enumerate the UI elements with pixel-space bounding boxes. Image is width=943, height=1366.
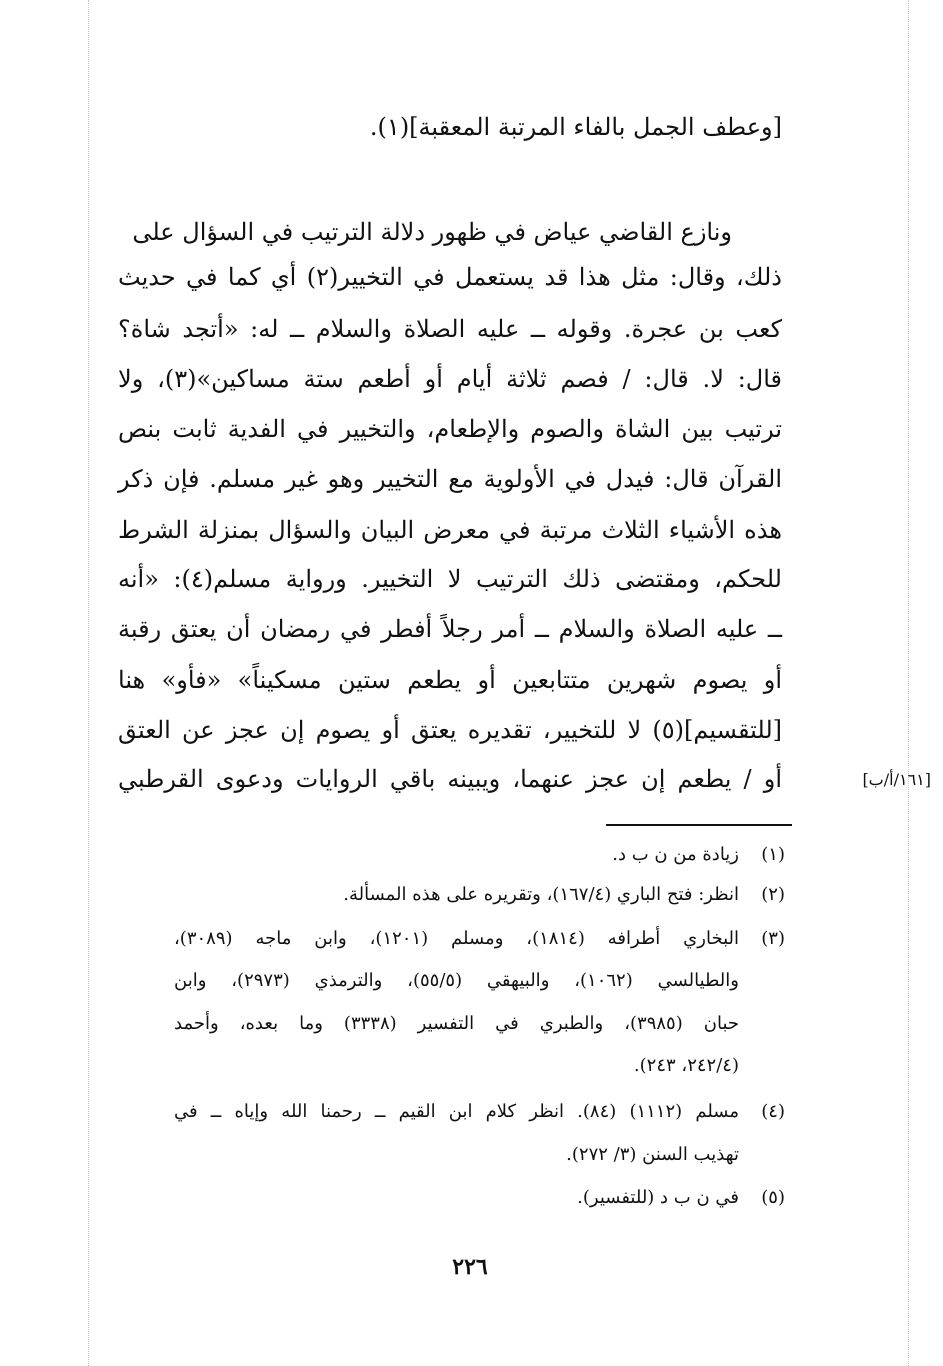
footnote-3-line-3: حبان (٣٩٨٥)، والطبري في التفسير (٣٣٣٨) وما بعده، وأحمد (174, 1013, 740, 1034)
footnote-2 (343, 884, 785, 906)
scan-right-dotted-guide (908, 0, 909, 1366)
footnote-number: (٤) (761, 1101, 785, 1122)
footnote-text: في ن ب د (للتفسير). (577, 1187, 739, 1208)
main-text-line-9: ــ عليه الصلاة والسلام ــ أمر رجلاً أفطر في رمضان أن يعتق رقبة (118, 615, 782, 643)
main-text-line-8: للحكم، ومقتضى ذلك الترتيب لا التخيير. ورواية مسلم(٤): «أنه (118, 565, 782, 593)
margin-manuscript-reference: [١٦١/أ/ب] (862, 770, 931, 789)
main-text-line-12: أو / يطعم إن عجز عنهما، ويبينه باقي الروايات ودعوى القرطبي (118, 765, 782, 793)
main-text-line-6: القرآن قال: فيدل في الأولوية مع التخيير وهو غير مسلم. فإن ذكر (118, 465, 782, 493)
footnote-1 (612, 844, 785, 866)
footnote-text: زيادة من ن ب د. (612, 844, 739, 865)
footnote-separator (606, 824, 792, 826)
main-text-line-3: كعب بن عجرة. وقوله ــ عليه الصلاة والسلام ــ له: «أتجد شاة؟ (118, 315, 782, 343)
footnote-number: (٣) (761, 928, 785, 949)
main-text-line-1: ونازع القاضي عياض في ظهور دلالة الترتيب في السؤال على (132, 218, 732, 246)
footnote-number: (٢) (761, 884, 785, 905)
footnote-4-line-2: تهذيب السنن (٣/ ٢٧٢). (566, 1144, 739, 1165)
footnote-3 (174, 928, 785, 950)
heading-line: [وعطف الجمل بالفاء المرتبة المعقبة](١). (369, 113, 782, 141)
scan-left-dotted-guide (88, 0, 89, 1366)
page-number: ٢٢٦ (452, 1254, 488, 1280)
main-text-line-10: أو يصوم شهرين متتابعين أو يطعم ستين مسكيناً» «فأو» هنا (118, 666, 782, 694)
footnote-3-line-2: والطيالسي (١٠٦٢)، والبيهقي (٥٥/٥)، والترمذي (٢٩٧٣)، وابن (174, 970, 739, 991)
footnote-text: انظر: فتح الباري (١٦٧/٤)، وتقريره على هذه المسألة. (343, 884, 739, 905)
footnote-number: (٥) (761, 1187, 785, 1208)
main-text-line-2: ذلك، وقال: مثل هذا قد يستعمل في التخيير(٢) أي كما في حديث (118, 263, 782, 291)
footnote-3-line-4: (٢٤٢/٤، ٢٤٣). (633, 1055, 739, 1076)
footnote-text: مسلم (١١١٢) (٨٤). انظر كلام ابن القيم ــ رحمنا الله وإياه ــ في (174, 1101, 739, 1122)
main-text-line-7: هذه الأشياء الثلاث مرتبة في معرض البيان والسؤال بمنزلة الشرط (118, 516, 782, 544)
main-text-line-11: [للتقسيم](٥) لا للتخيير، تقديره يعتق أو يصوم إن عجز عن العتق (118, 716, 782, 744)
footnote-4 (174, 1101, 785, 1123)
main-text-line-5: ترتيب بين الشاة والصوم والإطعام، والتخيير في الفدية ثابت بنص (118, 415, 782, 443)
main-text-line-4: قال: لا. قال: / فصم ثلاثة أيام أو أطعم ستة مساكين»(٣)، ولا (118, 365, 783, 393)
footnote-5 (577, 1187, 785, 1209)
footnote-number: (١) (761, 844, 785, 865)
footnote-text: البخاري أطرافه (١٨١٤)، ومسلم (١٢٠١)، وابن ماجه (٣٠٨٩)، (174, 928, 739, 949)
